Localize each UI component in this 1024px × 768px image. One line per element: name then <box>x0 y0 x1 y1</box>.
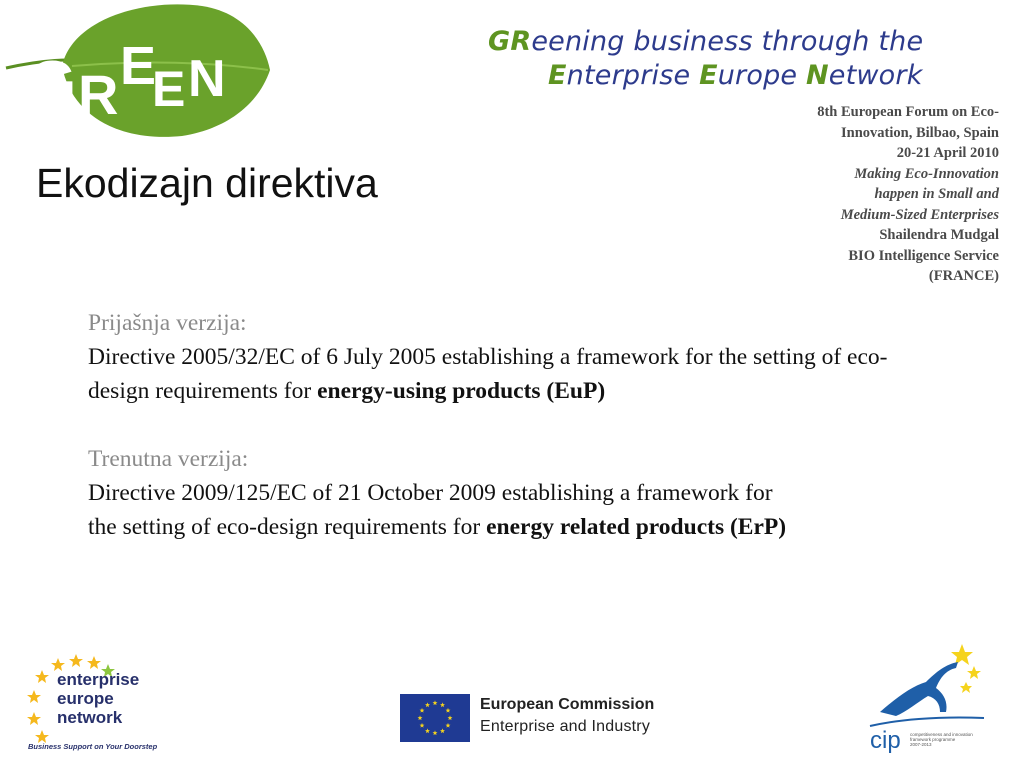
forum-line: Shailendra Mudgal <box>879 227 999 243</box>
slide-body <box>88 306 898 544</box>
dg-enterprise-label: Enterprise and Industry <box>480 718 651 735</box>
previous-directive: Directive 2005/32/EC of 6 July 2005 establishing a framework for the setting of eco-design requirements for <box>88 344 888 404</box>
forum-line: happen in Small and <box>874 186 999 202</box>
forum-line: BIO Intelligence Service <box>848 247 999 264</box>
banner-cap: GR <box>488 26 532 57</box>
star-icon <box>951 644 973 665</box>
forum-line: (FRANCE) <box>928 268 999 284</box>
spacer <box>88 408 898 442</box>
cip-wordmark: cip <box>870 727 901 754</box>
star-icon <box>960 682 972 693</box>
banner-line-1 <box>488 26 923 57</box>
star-icon <box>27 712 41 725</box>
european-commission-label: European Commission <box>480 696 655 713</box>
previous-scope: energy-using products (EuP) <box>317 378 606 404</box>
banner-text: eening business through the <box>531 26 924 57</box>
logo-letter: G <box>28 49 77 118</box>
cip-logo <box>866 642 986 758</box>
een-line: network <box>57 708 123 727</box>
banner-text: urope <box>717 60 806 91</box>
forum-line: Innovation, Bilbao, Spain <box>841 124 999 141</box>
current-version-label: Trenutna verzija: <box>88 446 249 472</box>
een-tagline: Business Support on Your Doorstep <box>28 742 158 751</box>
forum-line: 8th European Forum on Eco- <box>817 104 999 120</box>
een-wordmark <box>57 670 139 727</box>
star-icon <box>967 666 981 679</box>
current-directive: Directive 2009/125/EC of 21 October 2009 establishing a framework for the setting of eco-design requirements for <box>88 480 773 540</box>
runner-figure <box>880 662 958 716</box>
star-icon <box>27 690 41 703</box>
cip-subtitle: competitiveness and innovation framework programme 2007-2013 <box>910 732 973 747</box>
logo-letter: R <box>78 63 119 126</box>
forum-line: Making Eco-Innovation <box>854 165 999 182</box>
current-scope: energy related products (ErP) <box>486 514 787 540</box>
forum-line: Medium-Sized Enterprises <box>840 206 999 223</box>
green-leaf-logo <box>2 0 272 140</box>
logo-letter: E <box>152 61 186 117</box>
banner-cap: E <box>548 60 567 91</box>
star-icon <box>35 670 49 683</box>
forum-info <box>739 102 999 287</box>
previous-version-text <box>88 340 898 408</box>
een-line: europe <box>57 689 114 708</box>
banner-line-2 <box>548 60 923 91</box>
previous-version-label: Prijašnja verzija: <box>88 310 247 336</box>
een-line: enterprise <box>57 670 140 689</box>
star-icon <box>69 654 83 667</box>
current-version-text <box>88 476 788 544</box>
star-icon <box>87 656 101 669</box>
banner-text: nterprise <box>566 60 700 91</box>
logo-letter: E <box>120 36 157 96</box>
banner-text: etwork <box>828 60 923 91</box>
forum-line: 20-21 April 2010 <box>896 145 999 161</box>
eu-flag-icon <box>400 694 470 742</box>
banner-cap: N <box>806 60 829 91</box>
logo-letter: N <box>188 50 226 108</box>
slide-title: Ekodizajn direktiva <box>36 160 378 206</box>
banner-cap: E <box>699 60 718 91</box>
